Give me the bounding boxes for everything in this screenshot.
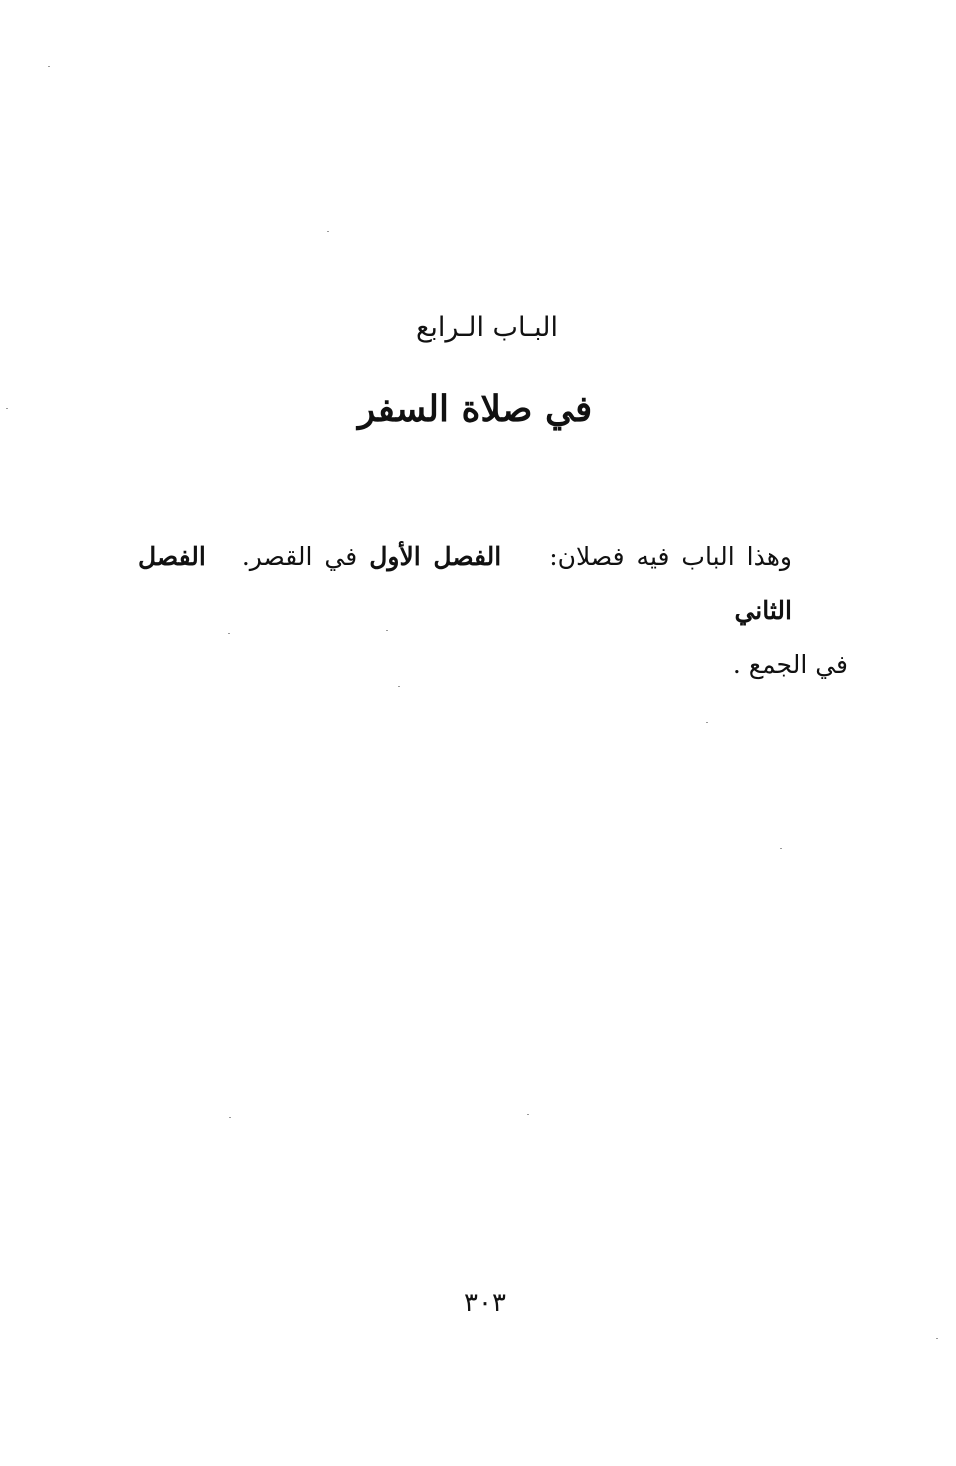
chapter-label: البـاب الـرابع (416, 312, 558, 343)
intro-line-1 (138, 530, 848, 638)
scan-speck (228, 633, 230, 634)
scan-speck (229, 1117, 231, 1118)
page-number: ٣٠٣ (464, 1288, 506, 1318)
chapter-one-title: الفصل الأول (369, 542, 502, 571)
scan-speck (386, 630, 388, 631)
intro-paragraph (138, 530, 848, 692)
chapter-two-title: الفصل الثاني (138, 542, 792, 625)
scan-speck (6, 408, 8, 409)
intro-line-2 (138, 638, 848, 692)
scan-speck (327, 231, 329, 232)
chapter-two-description: في الجمع . (732, 650, 848, 679)
scan-speck (48, 66, 50, 67)
scan-speck (527, 1114, 529, 1115)
scan-speck (398, 686, 400, 687)
scan-speck (780, 848, 782, 849)
chapter-one-description: في القصر. (241, 542, 358, 571)
intro-lead: وهذا الباب فيه فصلان: (549, 542, 793, 571)
chapter-title: في صلاة السفر (357, 388, 593, 430)
scan-speck (706, 722, 708, 723)
scan-speck (936, 1338, 938, 1339)
